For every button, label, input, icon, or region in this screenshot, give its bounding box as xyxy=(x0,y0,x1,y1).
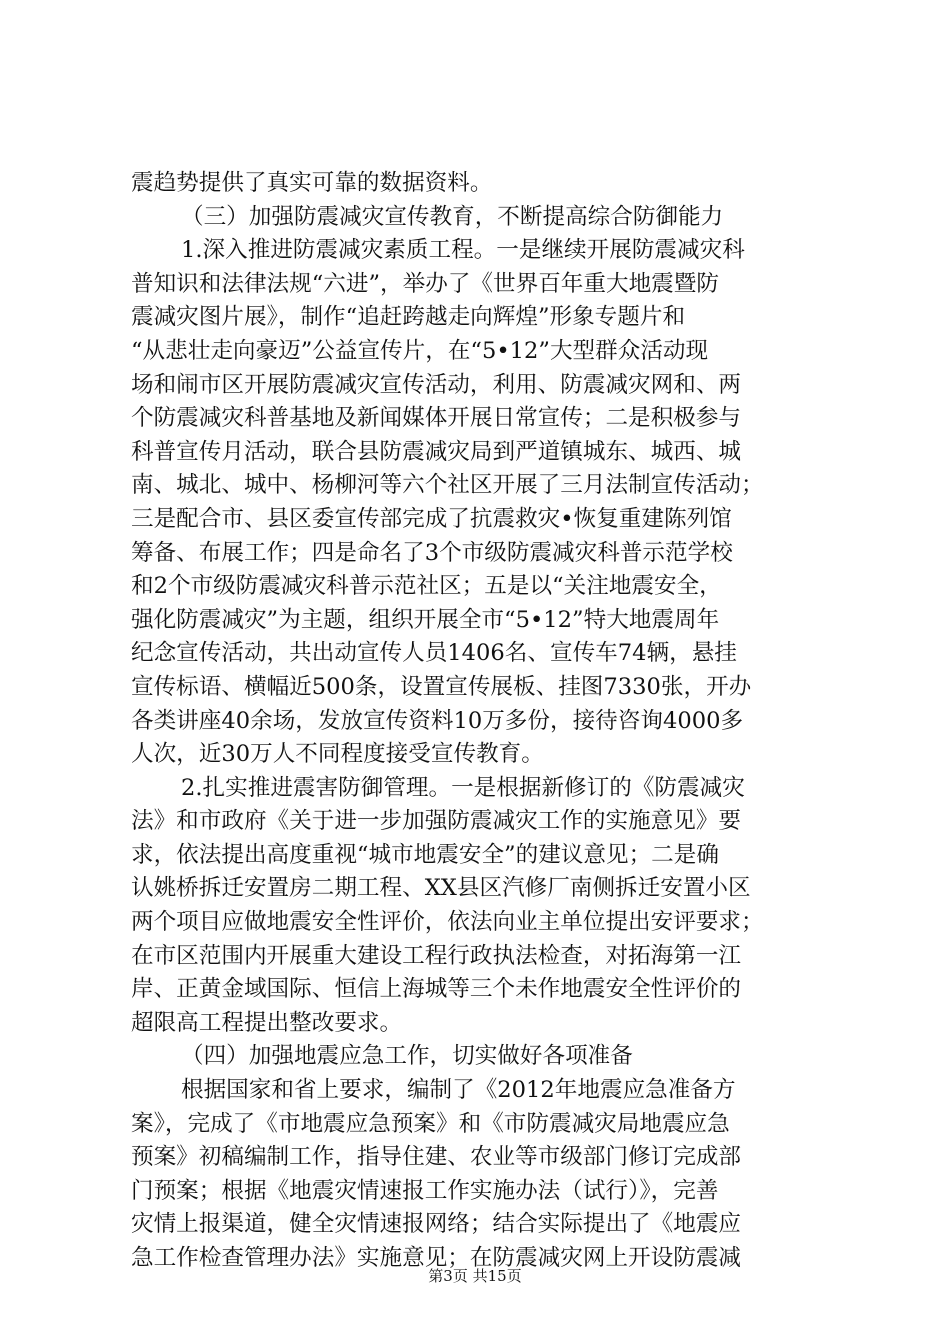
text-line: 案》，完成了《市地震应急预案》和《市防震减灾局地震应急 xyxy=(131,1110,730,1137)
page-footer xyxy=(0,1265,950,1286)
text-line: 和2个市级防震减灾科普示范社区；五是以“关注地震安全， xyxy=(131,573,722,600)
text-line: 在市区范围内开展重大建设工程行政执法检查，对拓海第一江 xyxy=(131,942,742,969)
text-line: 岸、正黄金域国际、恒信上海城等三个未作地震安全性评价的 xyxy=(131,976,742,1003)
text-line: 场和闹市区开展防震减灾宣传活动，利用、防震减灾网和、两 xyxy=(131,371,742,398)
text-line: 门预案；根据《地震灾情速报工作实施办法（试行）》，完善 xyxy=(131,1177,719,1204)
text-line: 震趋势提供了真实可靠的数据资料。 xyxy=(131,170,493,196)
text-line: 2.扎实推进震害防御管理。一是根据新修订的《防震减灾 xyxy=(181,774,745,801)
text-line: 急工作检查管理办法》实施意见；在防震减灾网上开设防震减 xyxy=(131,1245,742,1271)
text-line: 纪念宣传活动，共出动宣传人员1406名、宣传车74辆，悬挂 xyxy=(131,640,737,667)
text-line: 筹备、布展工作；四是命名了3个市级防震减灾科普示范学校 xyxy=(131,539,733,566)
text-line: 灾情上报渠道，健全灾情速报网络；结合实际提出了《地震应 xyxy=(131,1211,742,1238)
text-line: 震减灾图片展》，制作“追赶跨越走向辉煌”形象专题片和 xyxy=(131,304,686,331)
text-line: 南、城北、城中、杨柳河等六个社区开展了三月法制宣传活动； xyxy=(131,472,764,499)
text-line: 根据国家和省上要求，编制了《2012年地震应急准备方 xyxy=(181,1077,736,1104)
text-line: 1.深入推进防震减灾素质工程。一是继续开展防震减灾科 xyxy=(181,237,745,264)
text-line: “从悲壮走向豪迈”公益宣传片，在“5•12”大型群众活动现 xyxy=(131,337,709,364)
text-line: 普知识和法律法规“六进”，举办了《世界百年重大地震暨防 xyxy=(131,270,719,297)
page-number-label: 第3页 共15页 xyxy=(428,1267,522,1285)
text-line: 个防震减灾科普基地及新闻媒体开展日常宣传；二是积极参与 xyxy=(131,405,742,432)
text-line: 宣传标语、横幅近500条，设置宣传展板、挂图7330张，开办 xyxy=(131,673,752,700)
text-line: 三是配合市、县区委宣传部完成了抗震救灾•恢复重建陈列馆 xyxy=(131,505,732,532)
text-line: 超限高工程提出整改要求。 xyxy=(131,1009,403,1036)
text-line: 科普宣传月活动，联合县防震减灾局到严道镇城东、城西、城 xyxy=(131,438,742,465)
document-body xyxy=(131,167,831,1276)
text-line: （四）加强地震应急工作，切实做好各项准备 xyxy=(181,1043,633,1070)
text-line: 强化防震减灾”为主题，组织开展全市“5•12”特大地震周年 xyxy=(131,606,720,633)
text-line: 人次，近30万人不同程度接受宣传教育。 xyxy=(131,741,544,768)
text-line: 两个项目应做地震安全性评价，依法向业主单位提出安评要求； xyxy=(131,909,764,936)
text-line: 认姚桥拆迁安置房二期工程、XX县区汽修厂南侧拆迁安置小区 xyxy=(131,875,751,902)
text-line: 求，依法提出高度重视“城市地震安全”的建议意见；二是确 xyxy=(131,841,719,868)
text-line: 各类讲座40余场，发放宣传资料10万多份，接待咨询4000多 xyxy=(131,707,744,734)
text-line: 预案》初稿编制工作，指导住建、农业等市级部门修订完成部 xyxy=(131,1144,742,1171)
text-line: 法》和市政府《关于进一步加强防震减灾工作的实施意见》要 xyxy=(131,808,742,835)
text-line: （三）加强防震减灾宣传教育，不断提高综合防御能力 xyxy=(181,203,724,230)
